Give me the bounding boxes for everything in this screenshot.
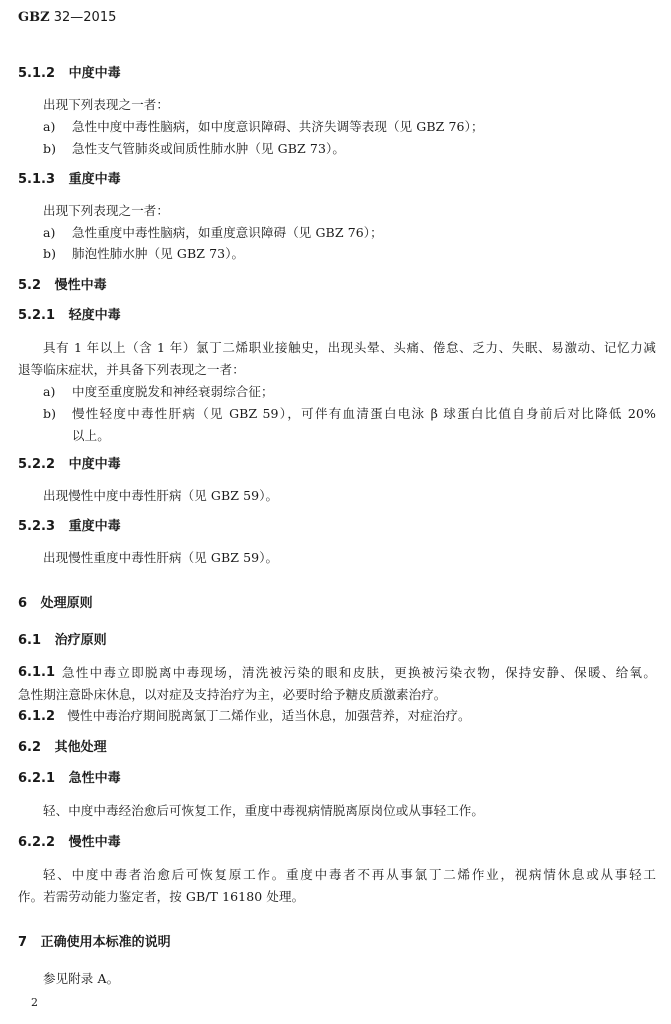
section-number: 6.2 xyxy=(18,740,42,755)
list-item: 肺泡性肺水肿（见 GBZ 73）。 xyxy=(72,246,245,261)
heading-5-2-2 xyxy=(18,456,121,474)
section-title: 处理原则 xyxy=(40,596,93,611)
heading-6-2-1 xyxy=(18,770,121,788)
section-title: 中度中毒 xyxy=(68,457,121,472)
section-title: 治疗原则 xyxy=(54,633,107,648)
section-number: 5.1.3 xyxy=(18,172,56,187)
paragraph-line: 轻、中度中毒者治愈后可恢复原工作。重度中毒者不再从事氯丁二烯作业，视病情休息或从事轻工 xyxy=(43,867,656,882)
paragraph: 出现慢性中度中毒性肝病（见 GBZ 59）。 xyxy=(43,488,279,503)
heading-5-2 xyxy=(18,277,107,295)
section-title: 急性中毒 xyxy=(68,771,121,786)
clause-number: 6.1.2 xyxy=(18,709,56,724)
section-title: 中度中毒 xyxy=(68,66,121,81)
section-title: 轻度中毒 xyxy=(68,308,121,323)
list-item: 急性中度中毒性脑病，如中度意识障碍、共济失调等表现（见 GBZ 76）； xyxy=(72,119,484,134)
document-header xyxy=(18,9,116,27)
clause-text: 急性中毒立即脱离中毒现场，清洗被污染的眼和皮肤，更换被污染衣物，保持安静、保暖、给氧。 xyxy=(62,665,656,680)
page-number: 2 xyxy=(31,996,38,1009)
standard-code: GBZ xyxy=(18,10,50,25)
section-title: 重度中毒 xyxy=(68,519,121,534)
heading-7 xyxy=(18,934,171,952)
section-title: 其他处理 xyxy=(54,740,107,755)
list-marker: b) xyxy=(43,246,57,261)
section-title: 慢性中毒 xyxy=(54,278,107,293)
list-item: 急性重度中毒性脑病，如重度意识障碍（见 GBZ 76）； xyxy=(72,225,383,240)
section-number: 5.2.1 xyxy=(18,308,56,323)
paragraph-line: 具有 1 年以上（含 1 年）氯丁二烯职业接触史，出现头晕、头痛、倦怠、乏力、失眠、易激动、记忆力减 xyxy=(43,340,656,355)
paragraph: 轻、中度中毒经治愈后可恢复工作，重度中毒视病情脱离原岗位或从事轻工作。 xyxy=(43,803,485,818)
list-marker: b) xyxy=(43,406,57,421)
paragraph: 出现慢性重度中毒性肝病（见 GBZ 59）。 xyxy=(43,550,279,565)
section-number: 6.2.2 xyxy=(18,835,56,850)
list-item-continuation: 以上。 xyxy=(72,428,110,443)
section-title: 正确使用本标准的说明 xyxy=(40,935,171,950)
section-title: 重度中毒 xyxy=(68,172,121,187)
heading-6 xyxy=(18,595,93,613)
list-marker: a) xyxy=(43,384,56,399)
clause-text: 慢性中毒治疗期间脱离氯丁二烯作业，适当休息，加强营养，对症治疗。 xyxy=(67,708,471,723)
paragraph-line: 作。若需劳动能力鉴定者，按 GB/T 16180 处理。 xyxy=(18,889,305,904)
list-marker: a) xyxy=(43,119,56,134)
clause-number: 6.1.1 xyxy=(18,665,56,680)
standard-number: 32—2015 xyxy=(53,10,117,25)
paragraph: 出现下列表现之一者： xyxy=(43,97,170,112)
clause-6-1-2 xyxy=(18,707,471,726)
section-number: 5.1.2 xyxy=(18,66,56,81)
heading-6-1 xyxy=(18,632,107,650)
paragraph: 参见附录 A。 xyxy=(43,971,120,986)
section-number: 6.1 xyxy=(18,633,42,648)
section-number: 6 xyxy=(18,596,28,611)
section-number: 5.2.3 xyxy=(18,519,56,534)
list-marker: a) xyxy=(43,225,56,240)
heading-5-1-3 xyxy=(18,171,121,189)
section-title: 慢性中毒 xyxy=(68,835,121,850)
heading-6-2 xyxy=(18,739,107,757)
paragraph: 出现下列表现之一者： xyxy=(43,203,170,218)
list-marker: b) xyxy=(43,141,57,156)
heading-6-2-2 xyxy=(18,834,121,852)
list-item: 急性支气管肺炎或间质性肺水肿（见 GBZ 73）。 xyxy=(72,141,345,156)
section-number: 7 xyxy=(18,935,28,950)
clause-text-continuation: 急性期注意卧床休息，以对症及支持治疗为主，必要时给予糖皮质激素治疗。 xyxy=(18,687,447,702)
paragraph-line: 退等临床症状，并具备下列表现之一者： xyxy=(18,362,245,377)
heading-5-2-3 xyxy=(18,518,121,536)
list-item: 慢性轻度中毒性肝病（见 GBZ 59），可伴有血清蛋白电泳 β 球蛋白比值自身前后对比降低 20% xyxy=(72,406,656,421)
heading-5-1-2 xyxy=(18,65,121,83)
heading-5-2-1 xyxy=(18,307,121,325)
section-number: 5.2.2 xyxy=(18,457,56,472)
section-number: 6.2.1 xyxy=(18,771,56,786)
section-number: 5.2 xyxy=(18,278,42,293)
list-item: 中度至重度脱发和神经衰弱综合征； xyxy=(72,384,274,399)
